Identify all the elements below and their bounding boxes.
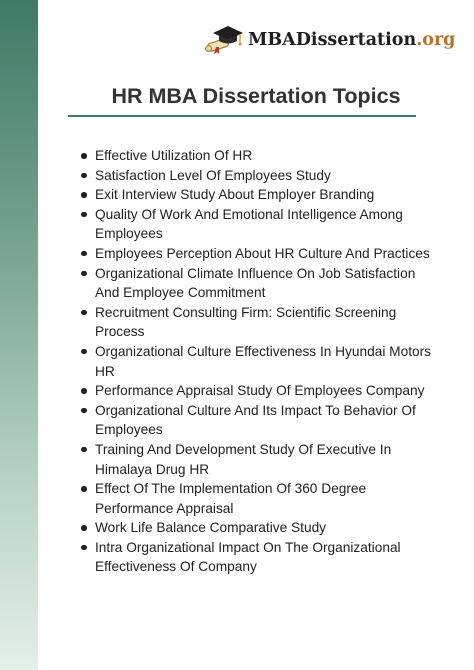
topic-item: Satisfaction Level Of Employees Study (95, 166, 435, 186)
decorative-side-band (0, 0, 38, 670)
page-title: HR MBA Dissertation Topics (111, 84, 401, 108)
title-divider (68, 115, 416, 117)
topic-item: Intra Organizational Impact On The Organizational Effectiveness Of Company (95, 538, 435, 577)
logo-wordmark (248, 30, 455, 50)
topic-item: Exit Interview Study About Employer Branding (95, 185, 435, 205)
topic-item: Effect Of The Implementation Of 360 Degree Performance Appraisal (95, 479, 435, 518)
topic-item: Training And Development Study Of Executive In Himalaya Drug HR (95, 440, 435, 479)
topic-item: Quality Of Work And Emotional Intelligence Among Employees (95, 205, 435, 244)
topic-item: Organizational Culture And Its Impact To Behavior Of Employees (95, 401, 435, 440)
logo-brand-main: MBADissertation (248, 30, 417, 50)
topic-item: Employees Perception About HR Culture And Practices (95, 244, 435, 264)
graduation-cap-diploma-icon (204, 23, 244, 57)
site-logo (204, 22, 455, 58)
topic-item: Work Life Balance Comparative Study (95, 518, 435, 538)
topic-item: Effective Utilization Of HR (95, 146, 435, 166)
topic-item: Organizational Culture Effectiveness In Hyundai Motors HR (95, 342, 435, 381)
topic-list (95, 146, 435, 577)
topic-item: Performance Appraisal Study Of Employees Company (95, 381, 435, 401)
topic-item: Recruitment Consulting Firm: Scientific Screening Process (95, 303, 435, 342)
topic-item: Organizational Climate Influence On Job Satisfaction And Employee Commitment (95, 264, 435, 303)
logo-brand-tld: .org (416, 30, 456, 50)
